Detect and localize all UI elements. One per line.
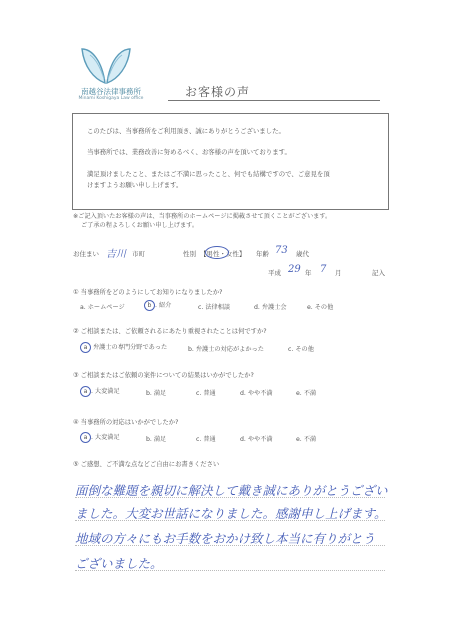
q1-option-b-text: . 紹介	[155, 302, 172, 309]
page-title: お客様の声	[185, 85, 251, 99]
date-year: 29	[288, 264, 301, 275]
question-1: ① 当事務所をどのようにしてお知りになりましたか?	[73, 289, 223, 296]
q2-option-b[interactable]: b. 弁護士の対応がよかった	[188, 346, 264, 353]
q4-option-c[interactable]: c. 普通	[196, 436, 216, 443]
q1-option-d[interactable]: d. 弁護士会	[254, 304, 287, 311]
q1-option-b-circle: b	[144, 300, 155, 311]
q1-option-b[interactable]	[144, 300, 171, 311]
title-underline	[168, 100, 380, 101]
firm-logo-icon	[70, 45, 142, 91]
q4-option-a-circle: a	[80, 432, 91, 443]
handwritten-comment-line: 面倒な難題を親切に解決して戴き誠にありがとうござい	[75, 483, 388, 498]
age-label: 年齢	[256, 250, 269, 258]
question-2: ② ご相談または、ご依頼されるにあたり重視されたことは何ですか?	[73, 328, 267, 335]
address-value: 吉川	[106, 249, 126, 260]
intro-line: このたびは、当事務所をご利用頂き、誠にありがとうございました。	[87, 127, 285, 135]
address-suffix: 市町	[132, 250, 145, 258]
q1-option-e[interactable]: e. その他	[307, 304, 334, 311]
q4-option-b[interactable]: b. 満足	[146, 436, 167, 443]
intro-box	[72, 113, 389, 210]
date-year-suffix: 年	[305, 269, 312, 277]
notice-line: ご了承の程よろしくお願い申し上げます。	[81, 222, 199, 229]
q3-option-a[interactable]	[80, 386, 120, 397]
q1-option-c[interactable]: c. 法律相談	[198, 304, 231, 311]
q4-option-a-text: . 大変満足	[91, 434, 120, 441]
q2-option-a-text: 弁護士の専門分野であった	[91, 344, 168, 351]
q2-option-c[interactable]: c. その他	[288, 346, 314, 353]
intro-line: けますようお願い申し上げます。	[87, 181, 183, 189]
intro-line: 満足頂けましたこと、またはご不満に思ったこと、何でも結構ですので、ご意見を頂	[87, 170, 330, 178]
filled-label: 記入	[372, 269, 385, 277]
q4-option-a[interactable]	[80, 432, 120, 443]
q3-option-d[interactable]: d. やや不満	[240, 390, 273, 397]
q3-option-a-circle: a	[80, 386, 91, 397]
firm-name: 南越谷法律事務所	[81, 87, 141, 96]
handwritten-comment-line: ございました。	[75, 556, 163, 571]
question-4: ④ 当事務所の対応はいかがでしたか?	[73, 419, 179, 426]
q3-option-e[interactable]: e. 不満	[296, 390, 317, 397]
handwritten-comment-line: ました。大変お世話になりました。感謝申し上げます。	[75, 506, 387, 521]
question-3: ③ ご相談またはご依頼の案件についての結果はいかがでしたか?	[73, 372, 254, 379]
date-era: 平成	[268, 269, 281, 277]
question-5: ⑤ ご感想、ご不満な点などご自由にお書きください	[73, 461, 220, 468]
firm-roman-name: Minami Koshigaya Law office	[78, 96, 144, 101]
q4-option-e[interactable]: e. 不満	[296, 436, 317, 443]
intro-line: 当事務所では、業務改善に努めるべく、お客様の声を頂いております。	[87, 148, 291, 156]
q3-option-c[interactable]: c. 普通	[196, 390, 216, 397]
q4-option-d[interactable]: d. やや不満	[240, 436, 273, 443]
q2-option-a[interactable]	[80, 342, 167, 353]
age-value: 73	[275, 245, 288, 256]
publication-notice	[73, 212, 331, 230]
age-suffix: 歳代	[296, 250, 309, 258]
date-month: 7	[320, 264, 327, 275]
date-month-suffix: 月	[335, 269, 342, 277]
q3-option-a-text: . 大変満足	[91, 388, 120, 395]
handwritten-comment-line: 地域の方々にもお手数をおかけ致し本当に有りがとう	[75, 531, 376, 546]
gender-circle-mark	[205, 246, 229, 259]
q1-option-a[interactable]: a. ホームページ	[80, 304, 125, 311]
q3-option-b[interactable]: b. 満足	[146, 390, 167, 397]
gender-options-text: 男性・女性	[206, 250, 239, 258]
gender-label: 性別	[183, 250, 196, 258]
address-label: お住まい	[73, 250, 99, 258]
gender-options: 【男性・女性】	[200, 250, 246, 258]
q2-option-a-circle: a	[80, 342, 91, 353]
notice-line: ※ご記入頂いたお客様の声は、当事務所のホームページに掲載させて頂くことがございます。	[73, 213, 332, 220]
